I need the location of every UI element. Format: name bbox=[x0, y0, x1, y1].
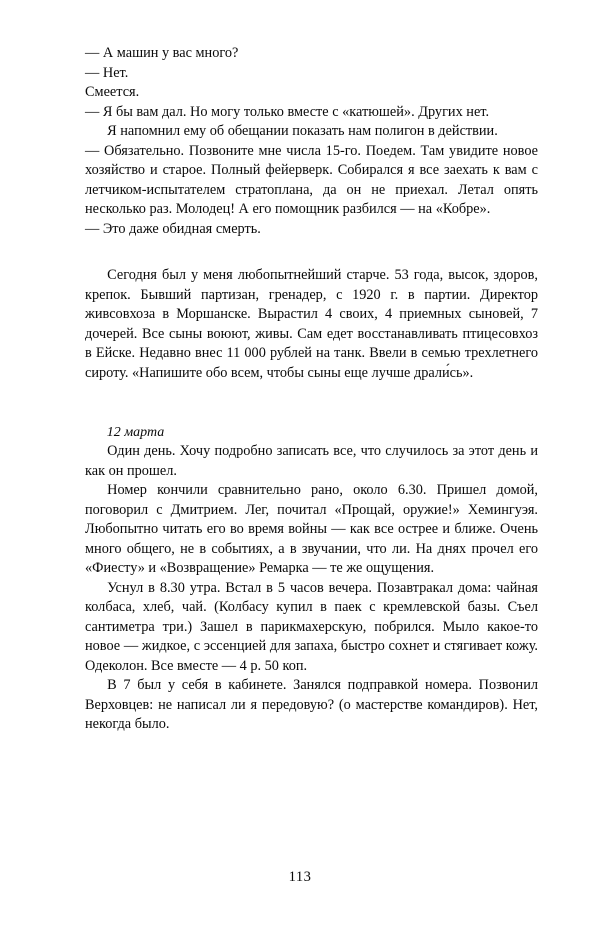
dialogue-line-death: — Это даже обидная смерть. bbox=[85, 220, 261, 237]
paragraph-morning: Уснул в 8.30 утра. Встал в 5 часов вечера. Позавтракал дома: чайная колбаса, хлеб, чай. (Колбасу купил в паек с кремлевской базы. Съел сантиметра три.) Зашел в парикмахерскую, побрился. Мыло какое-то новое — жидкое, с эссенцией для запаха, быстро сохнет и стягивает кожу. Одеколон. Все вместе — 4 р. 50 коп. bbox=[85, 579, 538, 674]
paragraph-old-man: Сегодня был у меня любопытнейший старче. 53 года, высок, здоров, крепок. Бывший партизан, гренадер, с 1920 г. в партии. Директор живсовхоза в Моршанске. Вырастил 4 своих, 4 приемных сыновей, 7 дочерей. Все сыны воюют, живы. Сам едет восстанавливать птицесовхоз в Ейске. Недавно внес 11 000 рублей на танк. Ввели в семью трехлетнего сироту. «Напишите обо всем, чтобы сыны еще лучше драли́сь». bbox=[85, 267, 538, 381]
dialogue-line: — Нет. bbox=[85, 64, 129, 81]
paragraph-office: В 7 был у себя в кабинете. Занялся подправкой номера. Позвонил Верховцев: не написал ли я передовую? (о мастерстве командиров). Нет, некогда было. bbox=[85, 677, 538, 733]
page-number: 113 bbox=[288, 869, 312, 885]
dialogue-line: — Я бы вам дал. Но могу только вместе с «катюшей». Других нет. bbox=[85, 103, 490, 120]
dialogue-block-1 bbox=[85, 44, 538, 122]
section-gap bbox=[85, 239, 538, 266]
section-gap bbox=[85, 383, 538, 423]
dialogue-line-obligatory: — Обязательно. Позвоните мне числа 15-го. Поедем. Там увидите новое хозяйство и старое. Полный фейерверк. Собирался я все заехать к вам с летчиком-испытателем стратоплана, да он не приехал. Летал опять несколько раз. Молодец! А его помощник разбился — на «Кобре». bbox=[85, 142, 538, 217]
paragraph-promise: Я напомнил ему об обещании показать нам полигон в действии. bbox=[107, 123, 498, 139]
date-heading: 12 марта bbox=[106, 425, 165, 440]
dialogue-line: Смеется. bbox=[85, 84, 140, 100]
paragraph-number: Номер кончили сравнительно рано, около 6.30. Пришел домой, поговорил с Дмитрием. Лег, почитал «Прощай, оружие!» Хемингуэя. Любопытно читать его во время войны — как все острее и ближе. Очень много общего, не в событиях, а в звучании, что ли. На днях прочел его «Фиесту» и «Возвращение» Ремарка — те же ощущения. bbox=[85, 482, 538, 577]
paragraph-one-day: Один день. Хочу подробно записать все, что случилось за этот день и как он прошел. bbox=[85, 443, 538, 479]
page-text-column bbox=[85, 44, 538, 735]
dialogue-line: — А машин у вас много? bbox=[85, 45, 239, 61]
